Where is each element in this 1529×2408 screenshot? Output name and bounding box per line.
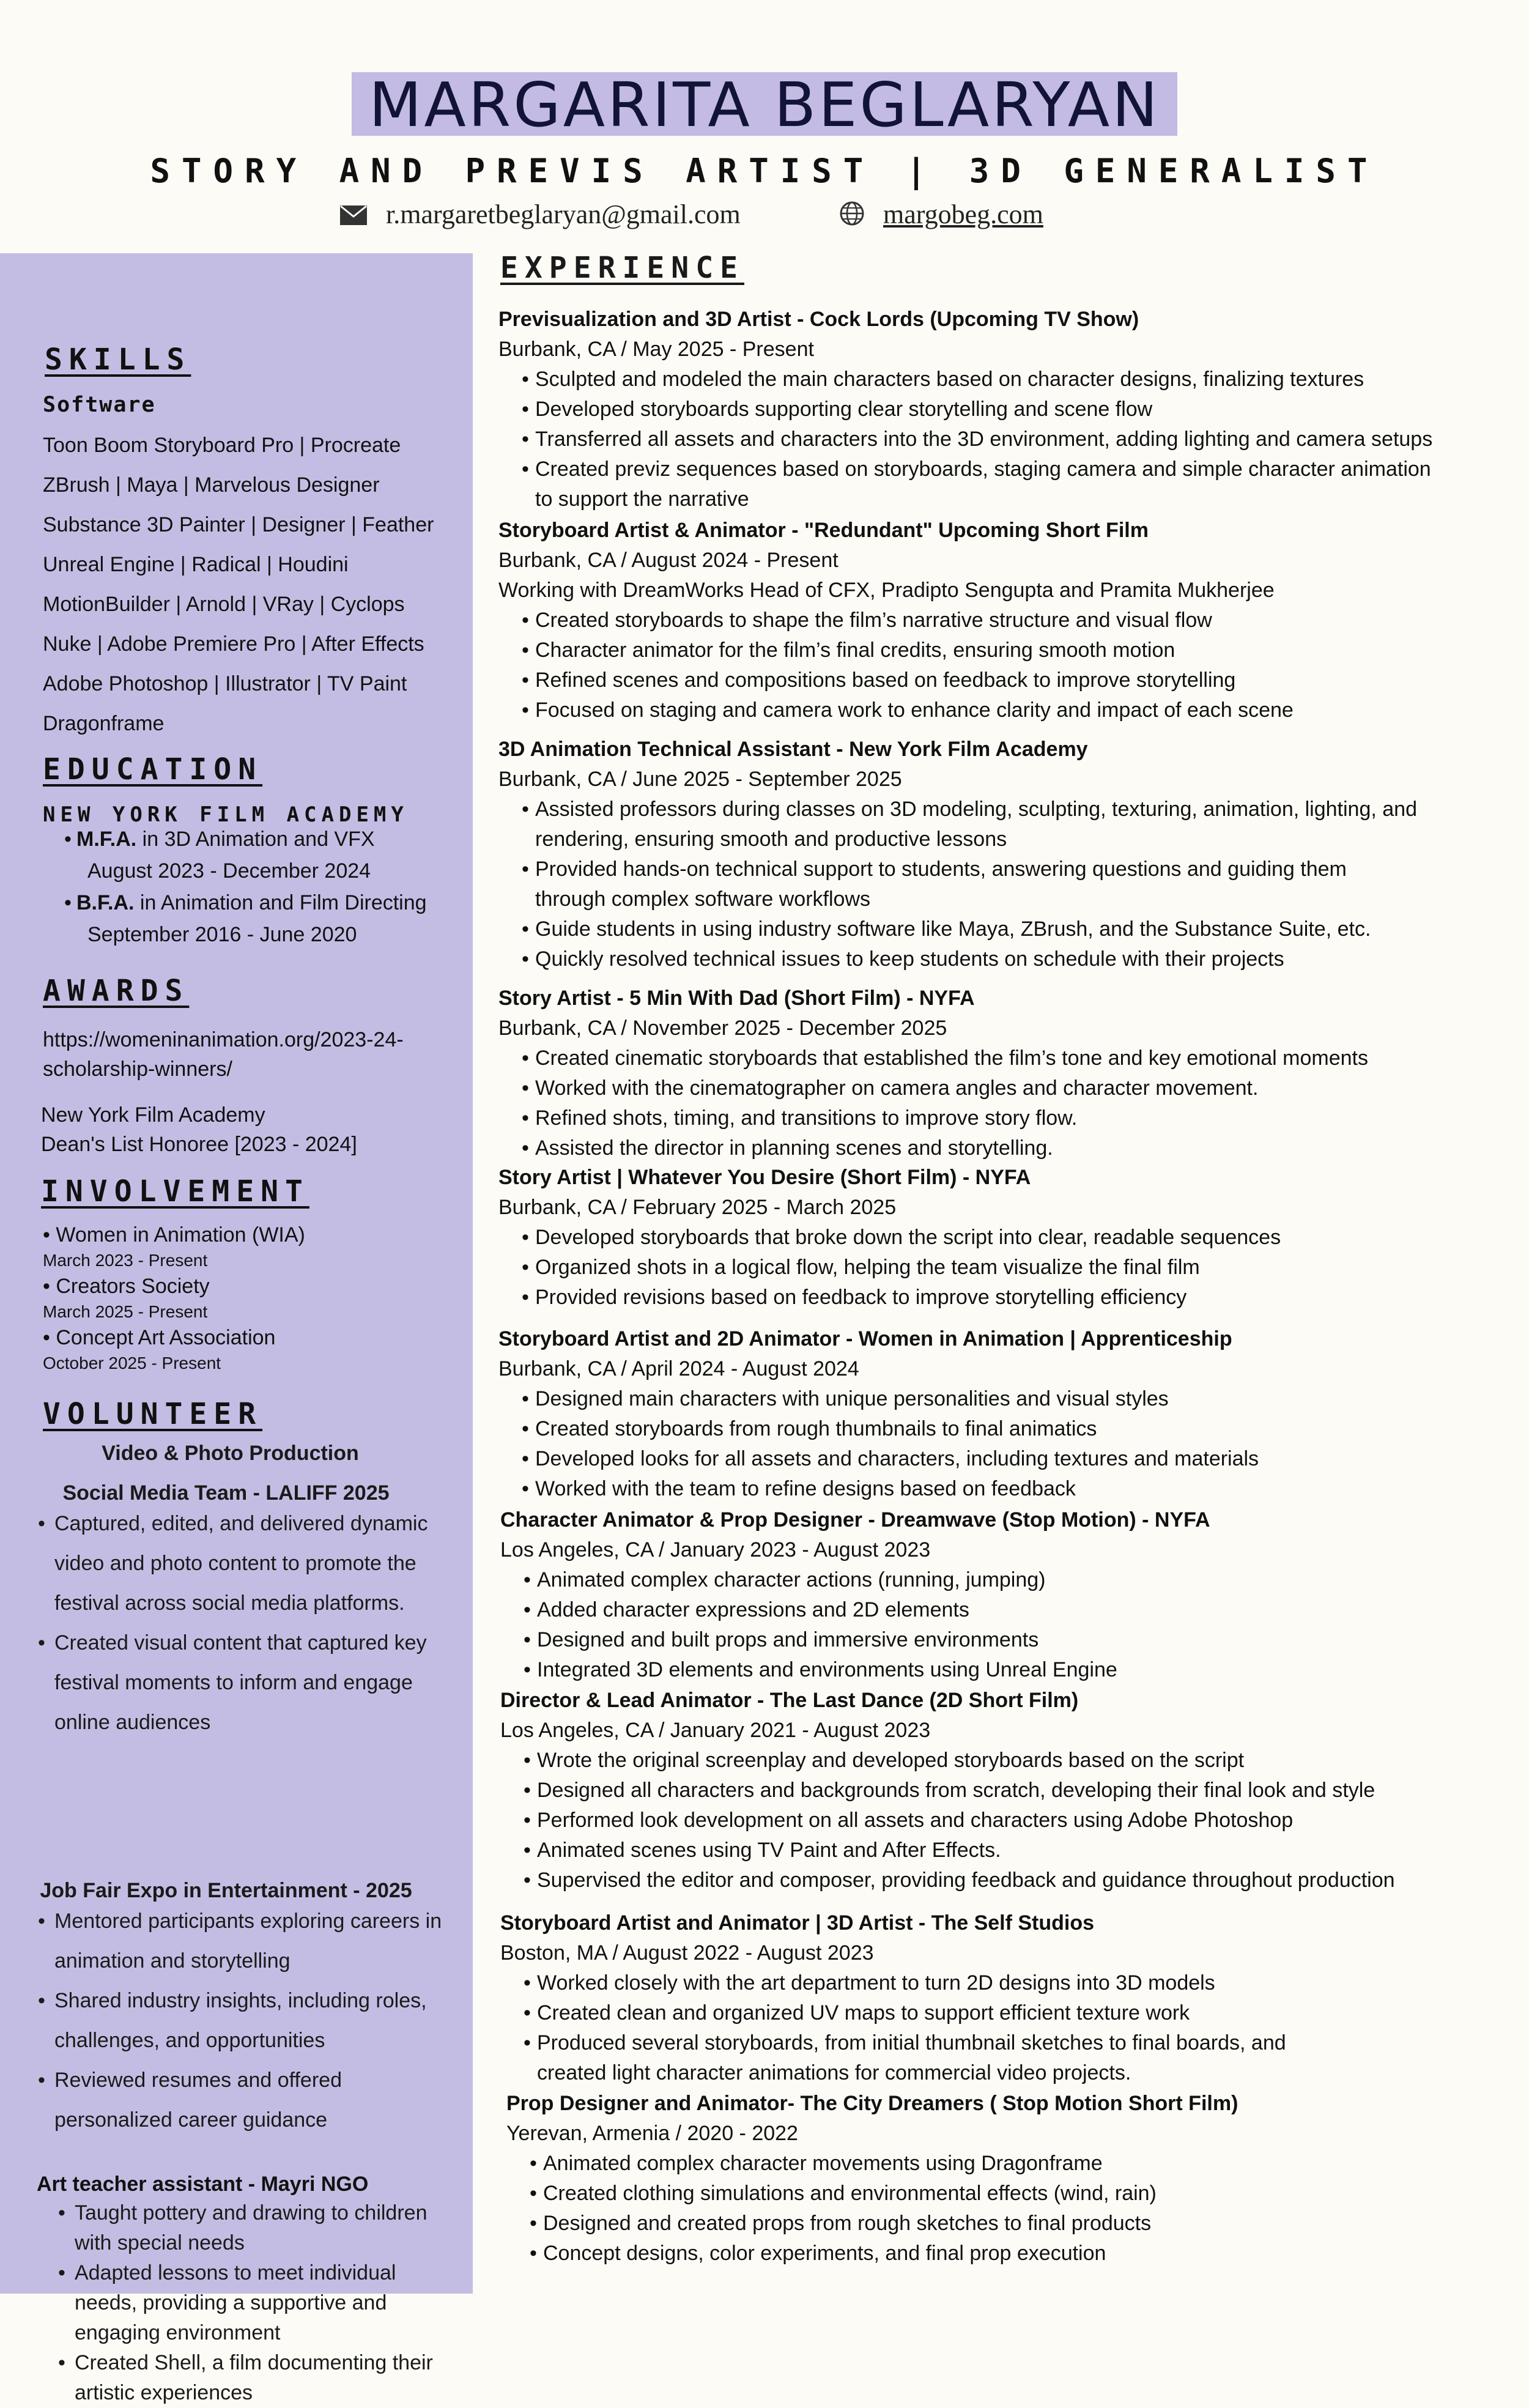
job-title: Storyboard Artist and Animator | 3D Artist - The Self Studios xyxy=(500,1911,1095,1935)
involvement-item: • Women in Animation (WIA) xyxy=(43,1223,305,1247)
involvement-heading: INVOLVEMENT xyxy=(41,1174,309,1209)
bullet-line: Produced several storyboards, from initial thumbnail sketches to final boards, and xyxy=(537,2031,1286,2054)
job-location-dates: Los Angeles, CA / January 2023 - August 2023 xyxy=(500,1538,931,1561)
job-entry xyxy=(500,1686,1516,1895)
candidate-name: MARGARITA BEGLARYAN xyxy=(352,72,1177,136)
job-bullet xyxy=(498,1283,1514,1313)
degree-dates: September 2016 - June 2020 xyxy=(87,923,357,946)
line: artistic experiences xyxy=(75,2381,253,2404)
bullet-icon: • xyxy=(524,1869,531,1892)
envelope-icon xyxy=(339,201,368,232)
bullet-line: Created previz sequences based on storyboards, staging camera and simple character animation xyxy=(535,458,1431,481)
degree-name: M.F.A. xyxy=(76,828,137,851)
degree-list xyxy=(43,823,465,950)
job-bullet xyxy=(500,1776,1516,1806)
bullet-icon: • xyxy=(524,2031,531,2054)
bullet-line: Assisted professors during classes on 3D modeling, sculpting, texturing, animation, lighting, and xyxy=(535,798,1417,821)
ngo-list xyxy=(58,2198,456,2408)
job-location-dates: Boston, MA / August 2022 - August 2023 xyxy=(500,1941,874,1965)
job-bullet xyxy=(506,2149,1522,2179)
bullet-icon: • xyxy=(522,1226,529,1249)
bullet-line: Quickly resolved technical issues to keep students on schedule with their projects xyxy=(535,947,1284,971)
job-title: Storyboard Artist & Animator - "Redundant" Upcoming Short Film xyxy=(498,519,1149,542)
job-bullet xyxy=(498,1223,1514,1253)
bullet-icon: • xyxy=(522,428,529,451)
job-bullet xyxy=(500,1655,1516,1685)
bullet-icon: • xyxy=(522,947,529,971)
list-item: • Adapted lessons to meet individual needs, providing a supportive and engaging environment xyxy=(58,2258,456,2348)
line: personalized career guidance xyxy=(54,2108,328,2132)
line: festival across social media platforms. xyxy=(54,1591,405,1615)
bullet-icon: • xyxy=(524,1598,531,1621)
bullet-line: rendering, ensuring smooth and productive lessons xyxy=(535,828,1007,851)
job-bullet xyxy=(500,2028,1516,2088)
award-honor xyxy=(41,1100,357,1159)
bullet-icon: • xyxy=(522,1256,529,1279)
website-contact[interactable] xyxy=(839,199,1043,233)
list-item: • Captured, edited, and delivered dynamic video and photo content to promote the festival across social media platforms. xyxy=(38,1504,460,1623)
job-bullet xyxy=(500,1565,1516,1595)
bullet-line: Guide students in using industry software like Maya, ZBrush, and the Substance Suite, etc. xyxy=(535,917,1371,941)
job-location-dates: Burbank, CA / February 2025 - March 2025 xyxy=(498,1196,897,1219)
line: Created visual content that captured key xyxy=(54,1631,427,1654)
bullet-line: Worked closely with the art department to turn 2D designs into 3D models xyxy=(537,1971,1215,1995)
email-contact[interactable] xyxy=(339,199,741,232)
bullet-line: Animated complex character movements using Dragonframe xyxy=(543,2152,1103,2175)
bullet-icon: • xyxy=(522,609,529,632)
bullet-line: Assisted the director in planning scenes and storytelling. xyxy=(535,1136,1053,1160)
involvement-item: • Concept Art Association xyxy=(43,1326,276,1349)
job-bullet xyxy=(498,1474,1514,1504)
line: with special needs xyxy=(75,2231,245,2254)
skill-line: ZBrush | Maya | Marvelous Designer xyxy=(43,473,380,497)
bullet-icon: • xyxy=(530,2152,537,2175)
list-item: • Taught pottery and drawing to children with special needs xyxy=(58,2198,456,2258)
job-entry xyxy=(506,2089,1522,2269)
job-entry xyxy=(498,984,1514,1163)
skills-heading: SKILLS xyxy=(45,343,191,377)
job-location-dates: Burbank, CA / August 2024 - Present xyxy=(498,549,839,572)
job-bullet xyxy=(498,606,1514,635)
bullet-line: Integrated 3D elements and environments using Unreal Engine xyxy=(537,1658,1117,1681)
job-bullet xyxy=(498,1384,1514,1414)
bullet-line: Created storyboards from rough thumbnails to final animatics xyxy=(535,1417,1097,1440)
bullet-line: through complex software workflows xyxy=(535,887,871,911)
job-bullet xyxy=(506,2209,1522,2239)
job-entry xyxy=(500,1908,1516,2088)
bullet-line: Focused on staging and camera work to enhance clarity and impact of each scene xyxy=(535,698,1294,722)
line: Adapted lessons to meet individual xyxy=(75,2261,396,2284)
job-location-dates: Yerevan, Armenia / 2020 - 2022 xyxy=(506,2122,798,2145)
bullet-line: Designed all characters and backgrounds from scratch, developing their final look and style xyxy=(537,1779,1375,1802)
bullet-icon: • xyxy=(522,798,529,821)
line: video and photo content to promote the xyxy=(54,1552,416,1575)
awards-heading: AWARDS xyxy=(43,974,190,1008)
job-bullet xyxy=(498,395,1514,424)
bullet-icon: • xyxy=(524,1568,531,1591)
bullet-line: Concept designs, color experiments, and final prop execution xyxy=(543,2242,1106,2265)
bullet-icon: • xyxy=(524,1779,531,1802)
software-label: Software xyxy=(43,393,156,417)
list-item: • Reviewed resumes and offered personalized career guidance xyxy=(38,2061,460,2140)
involvement-date: October 2025 - Present xyxy=(43,1354,221,1373)
bullet-icon: • xyxy=(522,917,529,941)
bullet-line: Created clean and organized UV maps to support efficient texture work xyxy=(537,2001,1190,2025)
list-item: • Mentored participants exploring careers in animation and storytelling xyxy=(38,1902,460,1981)
job-role: STORY AND PREVIS ARTIST | 3D GENERALIST xyxy=(150,152,1379,190)
skill-line: Substance 3D Painter | Designer | Feather xyxy=(43,513,434,536)
job-bullet xyxy=(500,1998,1516,2028)
bullet-icon: • xyxy=(522,1106,529,1130)
bullet-icon: • xyxy=(522,398,529,421)
job-bullet xyxy=(498,424,1514,454)
job-location-dates: Burbank, CA / April 2024 - August 2024 xyxy=(498,1357,859,1380)
laliff-list xyxy=(38,1504,460,1743)
job-bullet xyxy=(498,695,1514,725)
job-bullet xyxy=(498,854,1514,914)
bullet-line: Designed main characters with unique personalities and visual styles xyxy=(535,1387,1169,1410)
bullet-icon: • xyxy=(524,1628,531,1651)
award-url-line2[interactable]: scholarship-winners/ xyxy=(43,1058,232,1081)
bullet-line: created light character animations for commercial video projects. xyxy=(537,2061,1131,2084)
bullet-icon: • xyxy=(530,2182,537,2205)
job-bullet xyxy=(498,635,1514,665)
website-link[interactable]: margobeg.com xyxy=(883,199,1043,229)
job-bullet xyxy=(498,1073,1514,1103)
line: Reviewed resumes and offered xyxy=(54,2069,342,2092)
bullet-line: to support the narrative xyxy=(535,487,749,511)
bullet-line: Created storyboards to shape the film’s narrative structure and visual flow xyxy=(535,609,1212,632)
award-url-line1[interactable]: https://womeninanimation.org/2023-24- xyxy=(43,1028,404,1051)
bullet-icon: • xyxy=(522,1387,529,1410)
job-entry xyxy=(498,305,1514,514)
bullet-line: Added character expressions and 2D elements xyxy=(537,1598,969,1621)
volunteer-role-title: Video & Photo Production xyxy=(102,1442,359,1465)
job-bullet xyxy=(500,1746,1516,1776)
bullet-line: Created clothing simulations and environmental effects (wind, rain) xyxy=(543,2182,1157,2205)
bullet-icon: • xyxy=(522,1447,529,1470)
bullet-line: Animated scenes using TV Paint and After Effects. xyxy=(537,1839,1001,1862)
degree-dates: August 2023 - December 2024 xyxy=(87,859,371,883)
line: animation and storytelling xyxy=(54,1949,291,1973)
globe-icon xyxy=(839,201,865,233)
bullet-icon: • xyxy=(522,1417,529,1440)
job-bullet xyxy=(498,944,1514,974)
involvement-list xyxy=(43,1221,305,1376)
job-entry xyxy=(498,735,1514,974)
job-bullet xyxy=(498,665,1514,695)
bullet-icon: • xyxy=(524,1971,531,1995)
bullet-line: Created cinematic storyboards that established the film’s tone and key emotional moments xyxy=(535,1047,1368,1070)
volunteer-heading: VOLUNTEER xyxy=(43,1397,263,1431)
degree-name: B.F.A. xyxy=(76,891,135,914)
bullet-icon: • xyxy=(522,1047,529,1070)
email-text[interactable]: r.margaretbeglaryan@gmail.com xyxy=(386,199,741,229)
degree-item: • B.F.A. in Animation and Film Directing xyxy=(64,891,427,914)
job-title: Previsualization and 3D Artist - Cock Lords (Upcoming TV Show) xyxy=(498,308,1139,331)
school-name: NEW YORK FILM ACADEMY xyxy=(43,802,409,827)
bullet-line: Refined scenes and compositions based on feedback to improve storytelling xyxy=(535,669,1236,692)
bullet-line: Designed and built props and immersive environments xyxy=(537,1628,1039,1651)
job-entry xyxy=(498,1163,1514,1313)
line: needs, providing a supportive and xyxy=(75,2291,387,2314)
job-bullet xyxy=(498,454,1514,514)
job-location-dates: Los Angeles, CA / January 2021 - August 2023 xyxy=(500,1719,931,1742)
job-bullet xyxy=(500,1806,1516,1836)
job-bullet xyxy=(498,1133,1514,1163)
job-title: Story Artist | Whatever You Desire (Short Film) - NYFA xyxy=(498,1166,1031,1189)
involvement-date: March 2025 - Present xyxy=(43,1302,208,1321)
job-bullet xyxy=(498,914,1514,944)
job-note: Working with DreamWorks Head of CFX, Pradipto Sengupta and Pramita Mukherjee xyxy=(498,579,1275,602)
skill-line: MotionBuilder | Arnold | VRay | Cyclops xyxy=(43,593,405,616)
skill-line: Dragonframe xyxy=(43,712,165,735)
job-bullet xyxy=(500,1625,1516,1655)
bullet-icon: • xyxy=(522,858,529,881)
degree-field: in Animation and Film Directing xyxy=(134,891,427,914)
involvement-date: March 2023 - Present xyxy=(43,1251,208,1270)
job-location-dates: Burbank, CA / November 2025 - December 2025 xyxy=(498,1017,947,1040)
job-title: Storyboard Artist and 2D Animator - Women in Animation | Apprenticeship xyxy=(498,1327,1232,1350)
line: Mentored participants exploring careers in xyxy=(54,1910,442,1933)
bullet-icon: • xyxy=(522,1076,529,1100)
award-link[interactable] xyxy=(43,1025,404,1084)
line: online audiences xyxy=(54,1711,211,1734)
job-bullet xyxy=(500,1595,1516,1625)
job-title: Prop Designer and Animator- The City Dreamers ( Stop Motion Short Film) xyxy=(506,2092,1238,2115)
list-item: • Created visual content that captured key festival moments to inform and engage online audiences xyxy=(38,1623,460,1743)
job-title: 3D Animation Technical Assistant - New York Film Academy xyxy=(498,738,1088,761)
bullet-icon: • xyxy=(522,1286,529,1309)
bullet-line: Provided revisions based on feedback to improve storytelling efficiency xyxy=(535,1286,1187,1309)
line: Captured, edited, and delivered dynamic xyxy=(54,1512,428,1535)
line: Created Shell, a film documenting their xyxy=(75,2351,433,2374)
list-item: • Created Shell, a film documenting their artistic experiences xyxy=(58,2348,456,2408)
bullet-line: Developed looks for all assets and characters, including textures and materials xyxy=(535,1447,1259,1470)
line: engaging environment xyxy=(75,2321,281,2344)
skill-line: Nuke | Adobe Premiere Pro | After Effects xyxy=(43,632,424,656)
bullet-line: Refined shots, timing, and transitions to improve story flow. xyxy=(535,1106,1078,1130)
award-school: New York Film Academy xyxy=(41,1103,265,1127)
bullet-icon: • xyxy=(522,698,529,722)
skill-line: Adobe Photoshop | Illustrator | TV Paint xyxy=(43,672,407,695)
expo-title: Job Fair Expo in Entertainment - 2025 xyxy=(40,1879,412,1902)
bullet-icon: • xyxy=(530,2212,537,2235)
involvement-item: • Creators Society xyxy=(43,1275,210,1298)
bullet-icon: • xyxy=(522,1136,529,1160)
bullet-line: Developed storyboards that broke down the script into clear, readable sequences xyxy=(535,1226,1281,1249)
job-bullet xyxy=(500,1865,1516,1895)
expo-list xyxy=(38,1902,460,2140)
job-bullet xyxy=(506,2179,1522,2209)
job-bullet xyxy=(498,365,1514,395)
skill-line: Toon Boom Storyboard Pro | Procreate xyxy=(43,434,401,457)
job-bullet xyxy=(500,1836,1516,1865)
bullet-line: Organized shots in a logical flow, helping the team visualize the final film xyxy=(535,1256,1200,1279)
job-bullet xyxy=(498,795,1514,854)
ngo-title: Art teacher assistant - Mayri NGO xyxy=(37,2173,369,2196)
job-title: Story Artist - 5 Min With Dad (Short Film) - NYFA xyxy=(498,987,975,1010)
bullet-line: Supervised the editor and composer, providing feedback and guidance throughout production xyxy=(537,1869,1395,1892)
bullet-icon: • xyxy=(522,458,529,481)
job-bullet xyxy=(498,1103,1514,1133)
bullet-line: Animated complex character actions (running, jumping) xyxy=(537,1568,1046,1591)
bullet-icon: • xyxy=(522,1477,529,1500)
job-location-dates: Burbank, CA / May 2025 - Present xyxy=(498,338,814,361)
bullet-line: Worked with the cinematographer on camera angles and character movement. xyxy=(535,1076,1259,1100)
job-bullet xyxy=(498,1414,1514,1444)
bullet-line: Sculpted and modeled the main characters based on character designs, finalizing textures xyxy=(535,368,1364,391)
job-bullet xyxy=(498,1444,1514,1474)
job-entry xyxy=(498,1324,1514,1504)
line: challenges, and opportunities xyxy=(54,2029,325,2052)
degree-field: in 3D Animation and VFX xyxy=(136,828,375,851)
line: festival moments to inform and engage xyxy=(54,1671,413,1694)
bullet-icon: • xyxy=(524,1658,531,1681)
bullet-icon: • xyxy=(522,368,529,391)
skills-list xyxy=(43,426,434,744)
volunteer-org-title: Social Media Team - LALIFF 2025 xyxy=(62,1481,390,1505)
line: Taught pottery and drawing to children xyxy=(75,2201,428,2225)
education-heading: EDUCATION xyxy=(43,752,263,787)
bullet-icon: • xyxy=(524,1839,531,1862)
skill-line: Unreal Engine | Radical | Houdini xyxy=(43,553,349,576)
job-bullet xyxy=(506,2239,1522,2269)
bullet-line: Developed storyboards supporting clear storytelling and scene flow xyxy=(535,398,1153,421)
bullet-line: Provided hands-on technical support to students, answering questions and guiding them xyxy=(535,858,1347,881)
bullet-line: Character animator for the film’s final credits, ensuring smooth motion xyxy=(535,639,1175,662)
degree-item: • M.F.A. in 3D Animation and VFX xyxy=(64,828,375,851)
bullet-line: Performed look development on all assets and characters using Adobe Photoshop xyxy=(537,1809,1294,1832)
award-title: Dean's List Honoree [2023 - 2024] xyxy=(41,1133,357,1156)
bullet-line: Transferred all assets and characters into the 3D environment, adding lighting and camera setups xyxy=(535,428,1433,451)
job-bullet xyxy=(498,1043,1514,1073)
job-title: Character Animator & Prop Designer - Dreamwave (Stop Motion) - NYFA xyxy=(500,1508,1210,1532)
list-item: • Shared industry insights, including roles, challenges, and opportunities xyxy=(38,1981,460,2061)
bullet-icon: • xyxy=(530,2242,537,2265)
job-bullet xyxy=(500,1968,1516,1998)
job-bullet xyxy=(498,1253,1514,1283)
bullet-icon: • xyxy=(524,1809,531,1832)
bullet-line: Worked with the team to refine designs based on feedback xyxy=(535,1477,1076,1500)
job-location-dates: Burbank, CA / June 2025 - September 2025 xyxy=(498,768,902,791)
name-wrapper xyxy=(0,69,1529,141)
job-entry xyxy=(500,1505,1516,1685)
line: Shared industry insights, including roles, xyxy=(54,1989,427,2012)
experience-heading: EXPERIENCE xyxy=(500,251,744,285)
bullet-icon: • xyxy=(522,669,529,692)
bullet-icon: • xyxy=(524,2001,531,2025)
job-entry xyxy=(498,516,1514,725)
bullet-line: Wrote the original screenplay and developed storyboards based on the script xyxy=(537,1749,1245,1772)
bullet-icon: • xyxy=(522,639,529,662)
sidebar xyxy=(0,253,473,2404)
bullet-line: Designed and created props from rough sketches to final products xyxy=(543,2212,1152,2235)
job-title: Director & Lead Animator - The Last Dance (2D Short Film) xyxy=(500,1689,1079,1712)
bullet-icon: • xyxy=(524,1749,531,1772)
